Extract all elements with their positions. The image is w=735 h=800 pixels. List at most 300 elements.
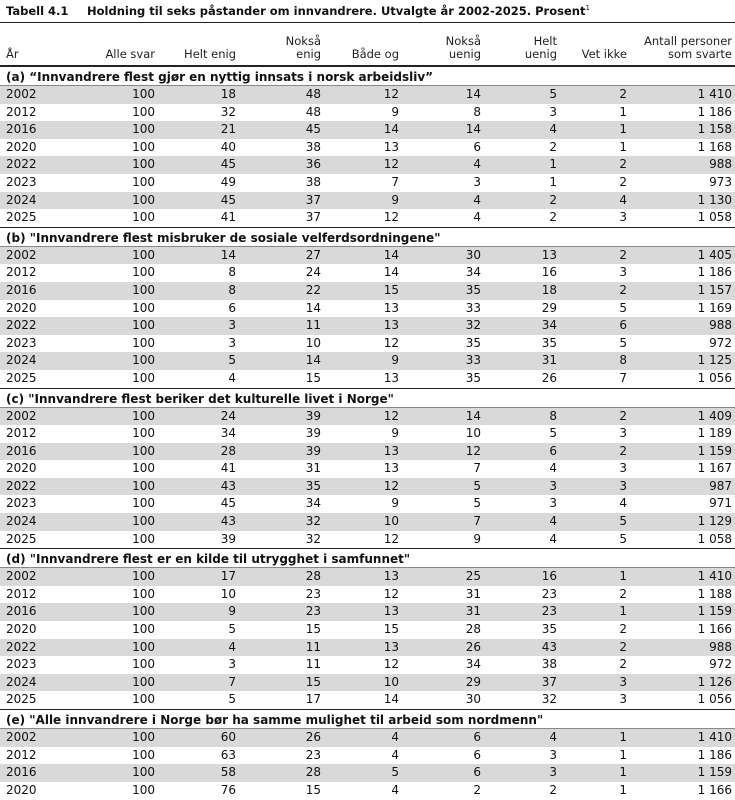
table-number: Tabell 4.1 (6, 4, 69, 18)
cell-somewhat-agree: 34 (305, 496, 321, 511)
cell-somewhat-agree: 39 (305, 408, 321, 423)
cell-respondents: 1 058 (697, 210, 732, 225)
cell-year: 2016 (6, 765, 37, 780)
cell-dont-know: 1 (619, 122, 627, 137)
cell-year: 2020 (6, 782, 37, 797)
cell-year: 2002 (6, 87, 37, 101)
cell-neutral: 13 (383, 604, 399, 619)
cell-all: 100 (132, 353, 155, 368)
cell-fully-agree: 10 (220, 586, 236, 601)
cell-somewhat-agree: 14 (305, 300, 321, 315)
header-fully-agree: Helt enig (184, 47, 236, 61)
cell-all: 100 (132, 461, 155, 476)
cell-somewhat-disagree: 14 (465, 87, 481, 101)
cell-fully-disagree: 16 (541, 265, 557, 280)
cell-fully-disagree: 3 (549, 747, 557, 762)
cell-dont-know: 2 (619, 282, 627, 297)
cell-somewhat-agree: 23 (305, 604, 321, 619)
cell-fully-agree: 45 (220, 192, 236, 207)
cell-fully-disagree: 31 (541, 353, 557, 368)
cell-somewhat-disagree: 34 (465, 657, 481, 672)
table-row (0, 639, 735, 657)
cell-somewhat-agree: 36 (305, 157, 321, 172)
cell-year: 2002 (6, 247, 37, 262)
table-row (0, 586, 735, 604)
cell-respondents: 1 159 (697, 443, 732, 458)
header-somewhat-disagree: Nokså uenig (445, 34, 481, 61)
cell-somewhat-disagree: 5 (473, 496, 481, 511)
table-row (0, 656, 735, 674)
cell-dont-know: 1 (619, 139, 627, 154)
cell-fully-disagree: 3 (549, 496, 557, 511)
cell-fully-agree: 41 (220, 461, 236, 476)
cell-respondents: 1 126 (697, 674, 732, 689)
cell-fully-agree: 21 (220, 122, 236, 137)
table-row (0, 729, 735, 747)
cell-somewhat-disagree: 7 (473, 461, 481, 476)
cell-all: 100 (132, 300, 155, 315)
cell-year: 2012 (6, 104, 37, 119)
cell-dont-know: 8 (619, 353, 627, 368)
cell-fully-disagree: 35 (541, 622, 557, 637)
cell-fully-disagree: 2 (549, 139, 557, 154)
cell-neutral: 14 (383, 692, 399, 707)
table-row (0, 495, 735, 513)
cell-neutral: 13 (383, 639, 399, 654)
cell-respondents: 1 409 (697, 408, 732, 423)
cell-neutral: 13 (383, 370, 399, 385)
cell-somewhat-agree: 11 (305, 657, 321, 672)
cell-neutral: 9 (391, 353, 399, 368)
cell-somewhat-agree: 11 (305, 639, 321, 654)
cell-somewhat-disagree: 35 (465, 370, 481, 385)
cell-year: 2023 (6, 174, 37, 189)
cell-respondents: 1 058 (697, 531, 732, 546)
cell-neutral: 7 (391, 174, 399, 189)
cell-year: 2023 (6, 657, 37, 672)
cell-dont-know: 2 (619, 174, 627, 189)
cell-all: 100 (132, 747, 155, 762)
cell-somewhat-disagree: 28 (465, 622, 481, 637)
cell-neutral: 15 (383, 622, 399, 637)
cell-neutral: 13 (383, 139, 399, 154)
section-title: (d) "Innvandrere flest er en kilde til utrygghet i samfunnet" (0, 548, 735, 568)
cell-all: 100 (132, 247, 155, 262)
cell-fully-agree: 7 (228, 674, 236, 689)
cell-year: 2002 (6, 569, 37, 584)
cell-year: 2024 (6, 192, 37, 207)
cell-somewhat-disagree: 33 (465, 300, 481, 315)
cell-fully-disagree: 2 (549, 192, 557, 207)
cell-somewhat-agree: 37 (305, 192, 321, 207)
table-row (0, 335, 735, 353)
table-row (0, 139, 735, 157)
cell-somewhat-disagree: 6 (473, 765, 481, 780)
cell-fully-disagree: 5 (549, 426, 557, 441)
cell-dont-know: 7 (619, 370, 627, 385)
cell-dont-know: 1 (619, 765, 627, 780)
cell-all: 100 (132, 443, 155, 458)
footnote-marker: 1 (585, 4, 590, 13)
cell-year: 2016 (6, 282, 37, 297)
cell-year: 2025 (6, 531, 37, 546)
cell-respondents: 1 186 (697, 104, 732, 119)
cell-somewhat-disagree: 7 (473, 514, 481, 529)
table-title-wrap (87, 4, 590, 18)
cell-fully-agree: 18 (220, 87, 236, 101)
cell-neutral: 12 (383, 210, 399, 225)
table-row (0, 782, 735, 800)
cell-respondents: 973 (709, 174, 732, 189)
cell-year: 2025 (6, 370, 37, 385)
cell-respondents: 1 186 (697, 265, 732, 280)
cell-respondents: 972 (709, 657, 732, 672)
cell-all: 100 (132, 174, 155, 189)
cell-fully-agree: 45 (220, 496, 236, 511)
cell-fully-disagree: 35 (541, 335, 557, 350)
cell-respondents: 988 (709, 318, 732, 333)
cell-somewhat-agree: 27 (305, 247, 321, 262)
cell-fully-disagree: 2 (549, 210, 557, 225)
cell-somewhat-disagree: 35 (465, 282, 481, 297)
table-row (0, 209, 735, 227)
cell-fully-agree: 28 (220, 443, 236, 458)
cell-dont-know: 5 (619, 531, 627, 546)
cell-dont-know: 3 (619, 478, 627, 493)
cell-all: 100 (132, 531, 155, 546)
cell-all: 100 (132, 692, 155, 707)
cell-all: 100 (132, 408, 155, 423)
cell-fully-agree: 24 (220, 408, 236, 423)
cell-year: 2023 (6, 335, 37, 350)
table-row (0, 86, 735, 104)
cell-fully-agree: 5 (228, 692, 236, 707)
cell-somewhat-agree: 39 (305, 443, 321, 458)
cell-neutral: 13 (383, 569, 399, 584)
cell-neutral: 9 (391, 104, 399, 119)
cell-somewhat-agree: 26 (305, 730, 321, 744)
header-dont-know: Vet ikke (581, 47, 627, 61)
cell-neutral: 9 (391, 426, 399, 441)
cell-fully-agree: 43 (220, 514, 236, 529)
cell-dont-know: 2 (619, 443, 627, 458)
cell-all: 100 (132, 426, 155, 441)
cell-all: 100 (132, 318, 155, 333)
cell-dont-know: 1 (619, 604, 627, 619)
table-row (0, 674, 735, 692)
table-row (0, 568, 735, 586)
cell-somewhat-disagree: 31 (465, 586, 481, 601)
cell-somewhat-agree: 14 (305, 353, 321, 368)
header-all: Alle svar (105, 47, 155, 61)
table-body (0, 66, 735, 799)
cell-fully-disagree: 4 (549, 514, 557, 529)
cell-respondents: 988 (709, 639, 732, 654)
cell-all: 100 (132, 622, 155, 637)
cell-all: 100 (132, 782, 155, 797)
table-row (0, 300, 735, 318)
cell-somewhat-disagree: 30 (465, 247, 481, 262)
cell-neutral: 9 (391, 496, 399, 511)
cell-fully-disagree: 34 (541, 318, 557, 333)
cell-fully-agree: 8 (228, 282, 236, 297)
cell-somewhat-disagree: 34 (465, 265, 481, 280)
cell-year: 2020 (6, 461, 37, 476)
table-row (0, 317, 735, 335)
cell-dont-know: 3 (619, 674, 627, 689)
cell-year: 2022 (6, 157, 37, 172)
table-row (0, 121, 735, 139)
cell-neutral: 12 (383, 335, 399, 350)
cell-respondents: 971 (709, 496, 732, 511)
cell-fully-agree: 8 (228, 265, 236, 280)
cell-year: 2012 (6, 426, 37, 441)
cell-fully-disagree: 5 (549, 87, 557, 101)
cell-year: 2024 (6, 514, 37, 529)
cell-respondents: 1 125 (697, 353, 732, 368)
cell-somewhat-agree: 45 (305, 122, 321, 137)
cell-year: 2025 (6, 692, 37, 707)
cell-all: 100 (132, 265, 155, 280)
cell-fully-agree: 63 (220, 747, 236, 762)
table-row (0, 192, 735, 210)
cell-fully-agree: 4 (228, 639, 236, 654)
table-title: Holdning til seks påstander om innvandrere. Utvalgte år 2002-2025. Prosent (87, 4, 586, 18)
cell-neutral: 12 (383, 657, 399, 672)
cell-fully-agree: 3 (228, 657, 236, 672)
cell-neutral: 5 (391, 765, 399, 780)
cell-respondents: 1 158 (697, 122, 732, 137)
cell-somewhat-agree: 32 (305, 514, 321, 529)
cell-all: 100 (132, 765, 155, 780)
header-somewhat-agree: Nokså enig (285, 34, 321, 61)
cell-dont-know: 5 (619, 514, 627, 529)
cell-respondents: 1 056 (697, 370, 732, 385)
cell-respondents: 1 188 (697, 586, 732, 601)
cell-neutral: 14 (383, 122, 399, 137)
cell-all: 100 (132, 335, 155, 350)
cell-fully-agree: 41 (220, 210, 236, 225)
cell-dont-know: 2 (619, 157, 627, 172)
cell-dont-know: 1 (619, 747, 627, 762)
cell-year: 2023 (6, 496, 37, 511)
cell-all: 100 (132, 604, 155, 619)
cell-somewhat-disagree: 14 (465, 122, 481, 137)
cell-fully-disagree: 18 (541, 282, 557, 297)
cell-respondents: 1 157 (697, 282, 732, 297)
cell-fully-agree: 43 (220, 478, 236, 493)
cell-neutral: 4 (391, 747, 399, 762)
cell-somewhat-disagree: 12 (465, 443, 481, 458)
table-row (0, 247, 735, 265)
cell-all: 100 (132, 87, 155, 101)
cell-neutral: 13 (383, 318, 399, 333)
cell-respondents: 1 168 (697, 139, 732, 154)
cell-somewhat-disagree: 9 (473, 531, 481, 546)
cell-fully-disagree: 1 (549, 174, 557, 189)
cell-somewhat-disagree: 33 (465, 353, 481, 368)
cell-fully-agree: 4 (228, 370, 236, 385)
cell-respondents: 972 (709, 335, 732, 350)
cell-fully-disagree: 38 (541, 657, 557, 672)
cell-dont-know: 2 (619, 408, 627, 423)
cell-somewhat-disagree: 31 (465, 604, 481, 619)
cell-fully-disagree: 3 (549, 765, 557, 780)
table-row (0, 156, 735, 174)
cell-somewhat-agree: 11 (305, 318, 321, 333)
cell-year: 2012 (6, 747, 37, 762)
cell-somewhat-agree: 38 (305, 139, 321, 154)
cell-somewhat-agree: 23 (305, 747, 321, 762)
cell-somewhat-disagree: 25 (465, 569, 481, 584)
table-caption (0, 0, 735, 22)
cell-respondents: 1 056 (697, 692, 732, 707)
cell-somewhat-agree: 38 (305, 174, 321, 189)
cell-fully-disagree: 43 (541, 639, 557, 654)
cell-somewhat-agree: 48 (305, 104, 321, 119)
cell-fully-agree: 49 (220, 174, 236, 189)
cell-respondents: 1 130 (697, 192, 732, 207)
table-row (0, 460, 735, 478)
cell-fully-agree: 6 (228, 300, 236, 315)
cell-fully-disagree: 8 (549, 408, 557, 423)
section-title: (c) "Innvandrere flest beriker det kulturelle livet i Norge" (0, 388, 735, 408)
cell-all: 100 (132, 104, 155, 119)
cell-somewhat-disagree: 4 (473, 157, 481, 172)
cell-year: 2012 (6, 586, 37, 601)
cell-neutral: 13 (383, 461, 399, 476)
cell-somewhat-disagree: 6 (473, 139, 481, 154)
cell-somewhat-disagree: 2 (473, 782, 481, 797)
header-respondents: Antall personer som svarte (644, 34, 732, 61)
cell-fully-disagree: 4 (549, 122, 557, 137)
cell-fully-disagree: 1 (549, 157, 557, 172)
cell-fully-agree: 40 (220, 139, 236, 154)
table-row (0, 425, 735, 443)
cell-fully-agree: 5 (228, 353, 236, 368)
cell-fully-agree: 3 (228, 335, 236, 350)
cell-dont-know: 4 (619, 496, 627, 511)
cell-year: 2020 (6, 139, 37, 154)
table-row (0, 478, 735, 496)
cell-fully-agree: 39 (220, 531, 236, 546)
cell-year: 2002 (6, 408, 37, 423)
cell-dont-know: 5 (619, 335, 627, 350)
cell-all: 100 (132, 210, 155, 225)
cell-neutral: 12 (383, 157, 399, 172)
cell-somewhat-disagree: 6 (473, 730, 481, 744)
table-row (0, 282, 735, 300)
table-row (0, 408, 735, 426)
cell-all: 100 (132, 192, 155, 207)
cell-somewhat-disagree: 26 (465, 639, 481, 654)
cell-somewhat-agree: 32 (305, 531, 321, 546)
cell-dont-know: 1 (619, 730, 627, 744)
cell-respondents: 1 129 (697, 514, 732, 529)
cell-year: 2012 (6, 265, 37, 280)
cell-dont-know: 4 (619, 192, 627, 207)
cell-respondents: 1 159 (697, 604, 732, 619)
cell-fully-disagree: 23 (541, 586, 557, 601)
cell-dont-know: 3 (619, 210, 627, 225)
cell-respondents: 1 169 (697, 300, 732, 315)
cell-all: 100 (132, 122, 155, 137)
cell-all: 100 (132, 586, 155, 601)
cell-year: 2002 (6, 730, 37, 744)
cell-year: 2016 (6, 604, 37, 619)
cell-neutral: 12 (383, 586, 399, 601)
cell-somewhat-disagree: 29 (465, 674, 481, 689)
cell-somewhat-agree: 35 (305, 478, 321, 493)
cell-somewhat-disagree: 10 (465, 426, 481, 441)
cell-somewhat-disagree: 4 (473, 210, 481, 225)
cell-fully-agree: 14 (220, 247, 236, 262)
header-neutral: Både og (351, 47, 399, 61)
cell-somewhat-agree: 10 (305, 335, 321, 350)
cell-somewhat-disagree: 5 (473, 478, 481, 493)
cell-fully-agree: 32 (220, 104, 236, 119)
cell-respondents: 988 (709, 157, 732, 172)
cell-all: 100 (132, 157, 155, 172)
cell-neutral: 12 (383, 531, 399, 546)
cell-somewhat-disagree: 4 (473, 192, 481, 207)
cell-neutral: 9 (391, 192, 399, 207)
cell-all: 100 (132, 370, 155, 385)
cell-respondents: 1 410 (697, 730, 732, 744)
cell-respondents: 1 410 (697, 569, 732, 584)
cell-year: 2022 (6, 478, 37, 493)
cell-all: 100 (132, 514, 155, 529)
cell-fully-disagree: 3 (549, 104, 557, 119)
cell-somewhat-disagree: 14 (465, 408, 481, 423)
cell-respondents: 1 166 (697, 782, 732, 797)
cell-respondents: 1 186 (697, 747, 732, 762)
cell-neutral: 13 (383, 443, 399, 458)
cell-dont-know: 2 (619, 87, 627, 101)
cell-fully-disagree: 2 (549, 782, 557, 797)
cell-all: 100 (132, 657, 155, 672)
cell-all: 100 (132, 639, 155, 654)
cell-all: 100 (132, 569, 155, 584)
cell-fully-disagree: 32 (541, 692, 557, 707)
section-title: (a) “Innvandrere flest gjør en nyttig innsats i norsk arbeidsliv” (0, 66, 735, 86)
cell-somewhat-disagree: 30 (465, 692, 481, 707)
cell-somewhat-agree: 39 (305, 426, 321, 441)
header-fully-disagree: Helt uenig (524, 34, 557, 61)
section-title: (b) "Innvandrere flest misbruker de sosiale velferdsordningene" (0, 227, 735, 247)
cell-neutral: 14 (383, 265, 399, 280)
cell-dont-know: 2 (619, 657, 627, 672)
cell-neutral: 4 (391, 730, 399, 744)
cell-respondents: 1 167 (697, 461, 732, 476)
cell-respondents: 1 189 (697, 426, 732, 441)
table-row (0, 264, 735, 282)
cell-fully-disagree: 23 (541, 604, 557, 619)
cell-dont-know: 2 (619, 247, 627, 262)
table-row (0, 513, 735, 531)
cell-dont-know: 2 (619, 639, 627, 654)
cell-somewhat-agree: 48 (305, 87, 321, 101)
table-row (0, 352, 735, 370)
cell-dont-know: 3 (619, 265, 627, 280)
cell-neutral: 15 (383, 282, 399, 297)
cell-neutral: 13 (383, 300, 399, 315)
cell-somewhat-agree: 15 (305, 370, 321, 385)
cell-fully-agree: 17 (220, 569, 236, 584)
cell-dont-know: 2 (619, 586, 627, 601)
cell-year: 2024 (6, 353, 37, 368)
cell-dont-know: 3 (619, 426, 627, 441)
